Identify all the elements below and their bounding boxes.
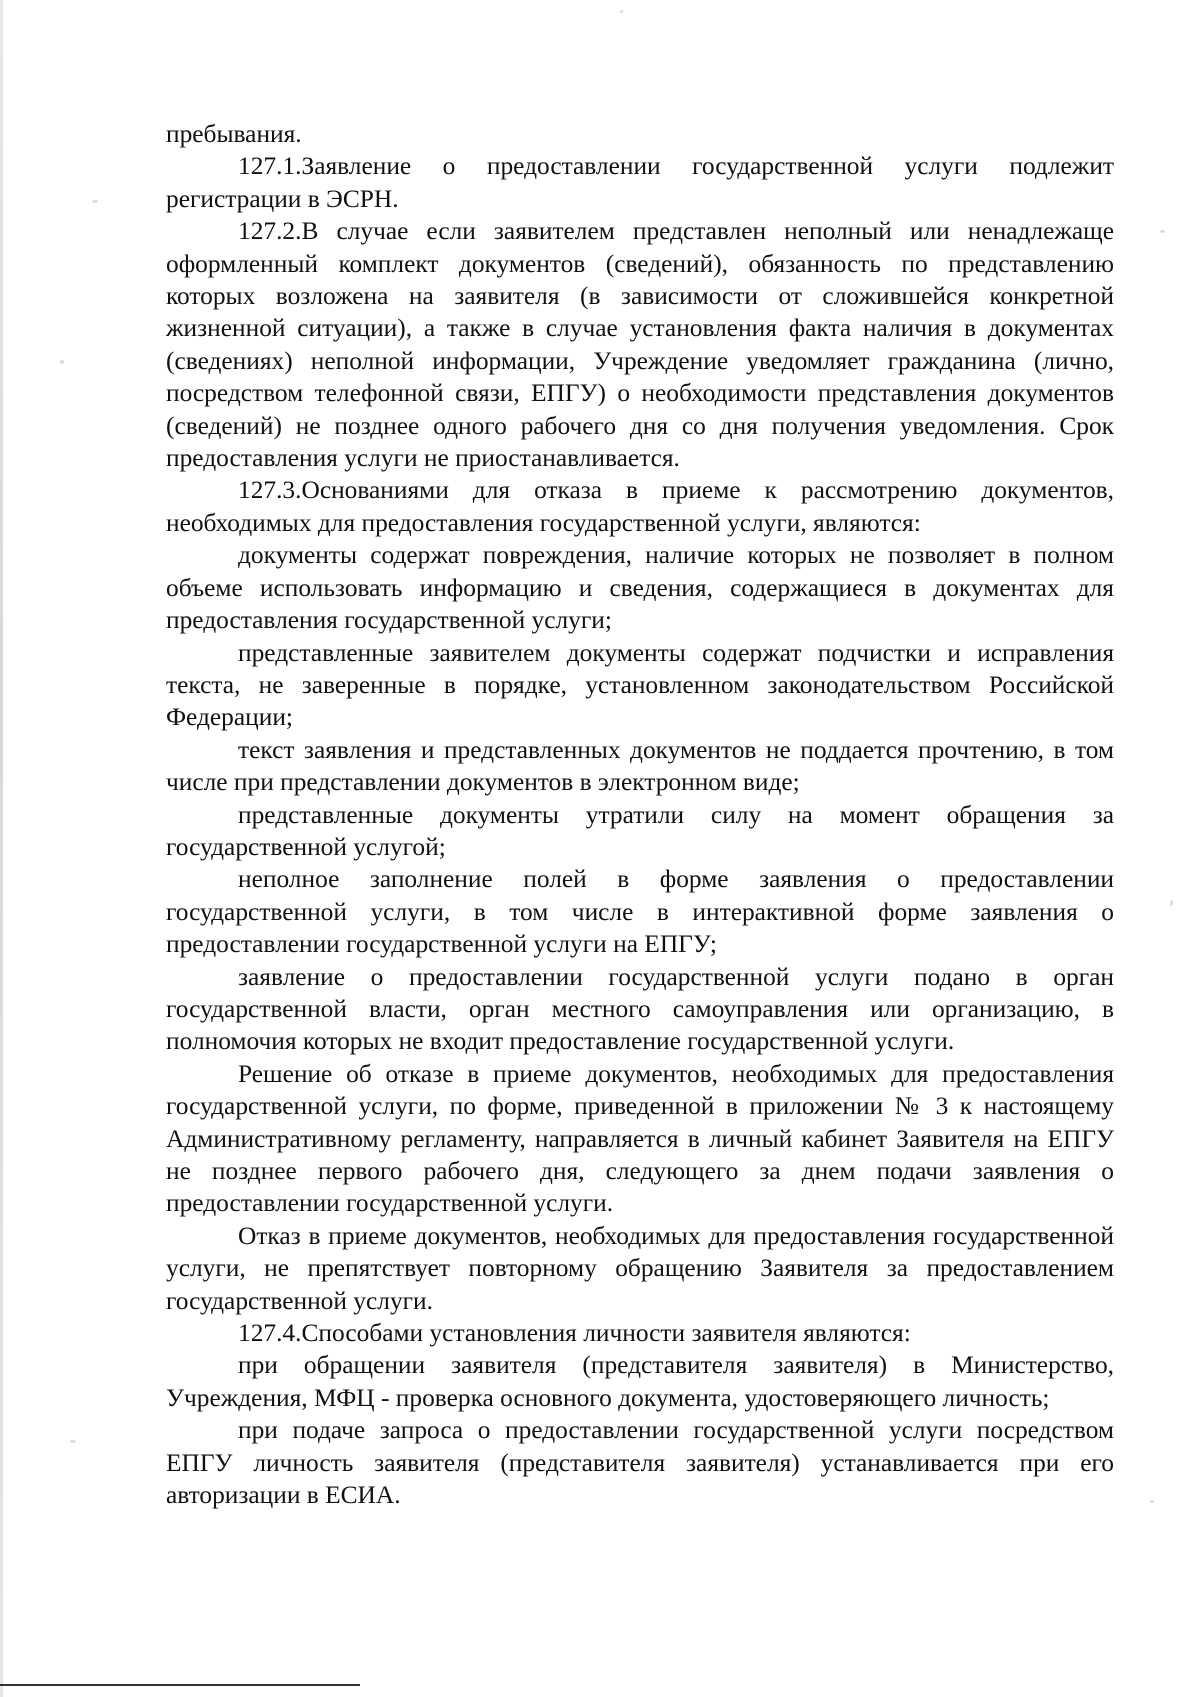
paragraph-continuation: пребывания. [166,120,302,148]
list-item-unreadable: текст заявления и представленных документов не поддается прочтению, в том числе при представлении документов в электронном виде; [166,735,1114,797]
list-item-expired-docs: представленные документы утратили силу на момент обращения за государственной услугой; [166,800,1114,861]
scan-speck [92,200,98,203]
document-body [166,118,1114,1511]
paragraph-127-3: 127.3.Основаниями для отказа в приеме к рассмотрению документов, необходимых для предоставления государственной услуги, являются: [166,476,1114,537]
list-item-damaged-docs: документы содержат повреждения, наличие которых не позволяет в полном объеме использовать информацию и сведения, содержащиеся в документах для предоставления государственной услуги; [166,541,1114,635]
list-item-wrong-authority: заявление о предоставлении государственной услуги подано в орган государственной власти, орган местного самоуправления или организацию, в полномочия которых не входит предоставление государственной услуги. [166,962,1114,1056]
scan-speck [620,10,623,13]
list-item-incomplete-form: неполное заполнение полей в форме заявления о предоставлении государственной услуги, в том числе в интерактивной форме заявления о предоставлении государственной услуги на ЕПГУ; [166,865,1114,959]
scan-speck [1150,1500,1154,1503]
list-item-epgu-id: при подаче запроса о предоставлении государственной услуги посредством ЕПГУ личность заявителя (представителя заявителя) устанавливается при его авторизации в ЕСИА. [166,1416,1114,1510]
list-item-erasures: представленные заявителем документы содержат подчистки и исправления текста, не заверенные в порядке, установленном законодательством Российской Федерации; [166,638,1114,732]
scan-speck [70,1440,76,1443]
scan-speck [60,360,64,364]
scan-edge-shadow [0,0,3,1697]
paragraph-127-4: 127.4.Способами установления личности заявителя являются: [238,1319,911,1348]
paragraph-refusal-no-bar: Отказ в приеме документов, необходимых для предоставления государственной услуги, не препятствует повторному обращению Заявителя за предоставлением государственной услуги. [166,1221,1114,1315]
paragraph-127-2: 127.2.В случае если заявителем представлен неполный или ненадлежаще оформленный комплект документов (сведений), обязанность по представлению которых возложена на заявителя (в зависимости от сложившейся конкретной жизненной ситуации), а также в случае установления факта наличия в документах (сведениях) неполной информации, Учреждение уведомляет гражданина (лично, посредством телефонной связи, ЕПГУ) о необходимости представления документов (сведений) не позднее одного рабочего дня со дня получения уведомления. Срок предоставления услуги не приостанавливается. [166,217,1114,473]
list-item-in-person-id: при обращении заявителя (представителя заявителя) в Министерство, Учреждения, МФЦ - проверка основного документа, удостоверяющего личность; [166,1351,1114,1412]
bottom-edge-rule [0,1684,360,1686]
scan-speck [1160,230,1165,233]
paragraph-refusal-decision: Решение об отказе в приеме документов, необходимых для предоставления государственной услуги, по форме, приведенной в приложении № 3 к настоящему Административному регламенту, направляется в личный кабинет Заявителя на ЕПГУ не позднее первого рабочего дня, следующего за днем подачи заявления о предоставлении государственной услуги. [166,1059,1114,1218]
scan-speck [1170,900,1173,906]
paragraph-127-1: 127.1.Заявление о предоставлении государственной услуги подлежит регистрации в ЭСРН. [166,152,1114,213]
